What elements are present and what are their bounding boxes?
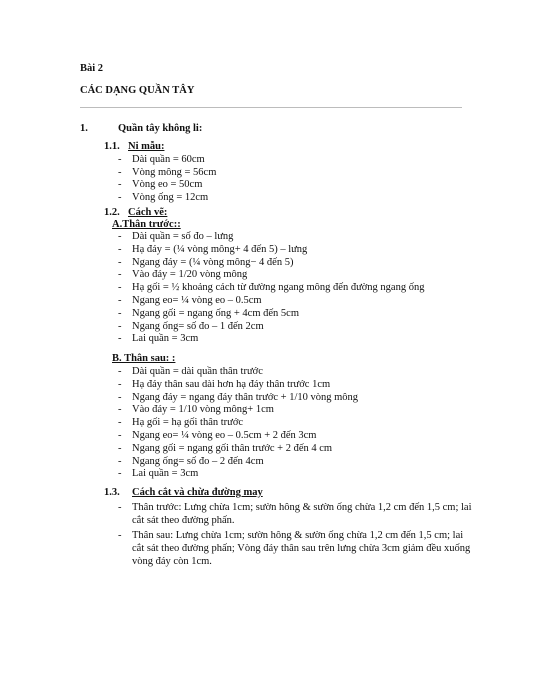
front-piece-item: Ngang ống= số đo – 1 đến 2cm [132,320,264,332]
measurement-item: Dài quần = 60cm [132,154,205,165]
list-dash: - [118,192,122,204]
section-1-number: 1. [80,123,88,134]
list-dash: - [118,430,122,441]
back-piece-item: Lai quần = 3cm [132,468,199,480]
front-piece-item: Hạ đáy = (¼ vòng mông+ 4 đến 5) – lưng [132,243,308,255]
front-piece-item: Vào đáy = 1/20 vòng mông [132,269,248,281]
back-piece-item: Vào đáy = 1/10 vòng mông+ 1cm [132,404,274,416]
list-dash: - [118,154,122,165]
list-dash: - [118,166,122,178]
measurement-item: Vòng eo = 50cm [132,179,203,191]
list-dash: - [118,530,122,541]
list-dash: - [118,378,122,390]
list-dash: - [118,391,122,403]
back-piece-title: B. Thân sau: : [112,353,176,364]
list-dash: - [118,366,122,377]
list-dash: - [118,179,122,191]
list-dash: - [118,231,122,242]
front-piece-item: Hạ gối = ½ khoảng cách từ đường ngang mông đến đường ngang ống [132,282,425,294]
section-1-1-title: Ni mẫu: [128,141,165,152]
section-1-2-number: 1.2. [104,207,120,218]
section-1-2-title: Cách vẽ: [128,207,168,218]
list-dash: - [118,417,122,429]
front-piece-item: Ngang đáy = (¼ vòng mông− 4 đến 5) [132,256,294,268]
section-1-3-number: 1.3. [104,487,120,498]
list-dash: - [118,442,122,454]
list-dash: - [118,307,122,319]
list-dash: - [118,404,122,416]
back-piece-item: Hạ đáy thân sau dài hơn hạ đáy thân trước 1cm [132,378,331,390]
seam-allowance-back: Thân sau: Lưng chừa 1cm; sườn hông & sườn ống chừa 1,2 cm đến 1,5 cm; lai cắt sát theo đường phấn; Vòng đáy thân sau trên lưng chừa 3cm giảm đều xuống vòng đáy còn 1cm. [132,530,471,567]
back-piece-item: Dài quần = dài quần thân trước [132,366,263,377]
back-piece-item: Ngang gối = ngang gối thân trước + 2 đến 4 cm [132,442,333,454]
section-1-title: Quần tây không li: [118,123,203,134]
list-dash: - [118,256,122,268]
list-dash: - [118,243,122,255]
back-piece-item: Ngang eo= ¼ vòng eo – 0.5cm + 2 đến 3cm [132,430,317,441]
section-1-1-number: 1.1. [104,141,120,152]
list-dash: - [118,269,122,281]
front-piece-item: Ngang gối = ngang ống + 4cm đến 5cm [132,307,299,319]
seam-allowance-front: Thân trước: Lưng chừa 1cm; sườn hông & sườn ống chừa 1,2 cm đến 1,5 cm; lai cắt sát theo đường phấn. [132,502,472,526]
back-piece-item: Ngang ống= số đo – 2 đến 4cm [132,455,264,467]
back-piece-item: Hạ gối = hạ gối thân trước [132,417,244,429]
list-dash: - [118,295,122,306]
measurement-item: Vòng ống = 12cm [132,192,209,204]
measurement-item: Vòng mông = 56cm [132,166,217,178]
list-dash: - [118,455,122,467]
list-dash: - [118,282,122,294]
front-piece-item: Ngang eo= ¼ vòng eo – 0.5cm [132,295,262,306]
list-dash: - [118,320,122,332]
section-1-3-title: Cách cắt và chừa đường may [132,487,263,498]
list-dash: - [118,502,122,513]
document-title: CÁC DẠNG QUẦN TÂY [80,85,195,96]
front-piece-item: Lai quần = 3cm [132,333,199,345]
back-piece-item: Ngang đáy = ngang đáy thân trước + 1/10 vòng mông [132,391,359,403]
front-piece-title: A.Thân trước:: [112,219,181,230]
front-piece-item: Dài quần = số đo – lưng [132,231,234,242]
list-dash: - [118,468,122,480]
title-divider [80,107,462,108]
lesson-label: Bài 2 [80,63,104,74]
list-dash: - [118,333,122,345]
